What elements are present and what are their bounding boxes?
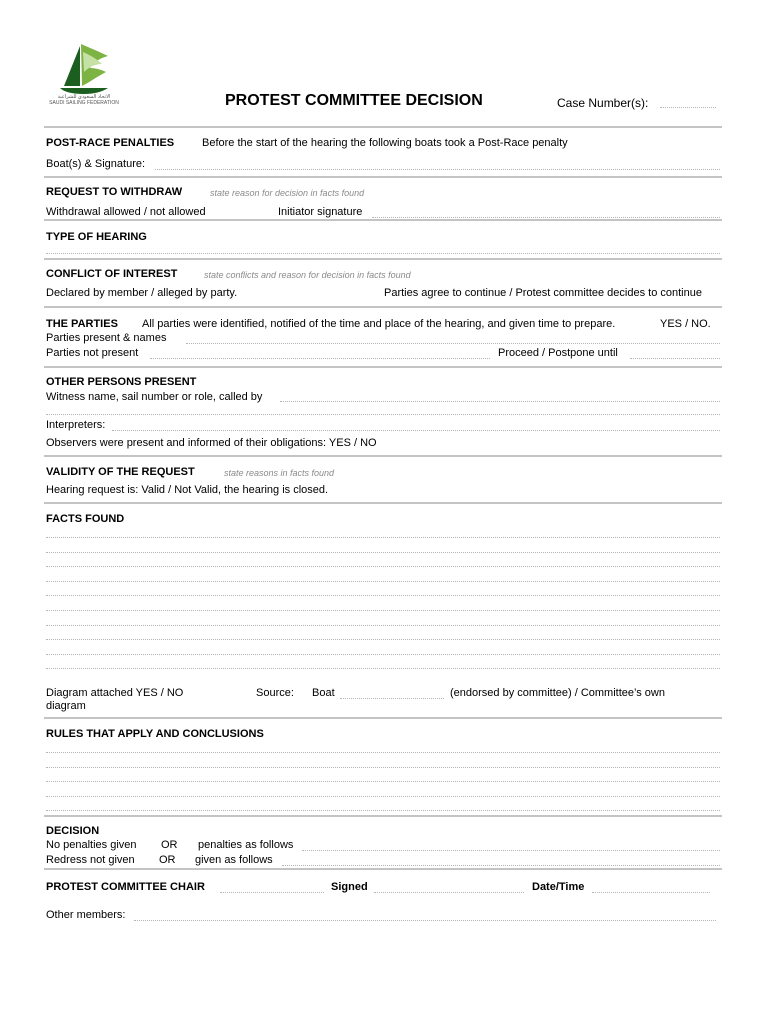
or-label: OR xyxy=(159,854,176,866)
observers-label: Observers were present and informed of their obligations: YES / NO xyxy=(46,437,377,449)
post-race-heading: POST-RACE PENALTIES xyxy=(46,137,175,149)
given-label: given as follows xyxy=(195,854,273,866)
divider xyxy=(44,815,722,817)
divider xyxy=(44,717,722,719)
parties-description: All parties were identified, notified of the time and place of the hearing, and given time to prepare. xyxy=(142,318,616,330)
page-title: PROTEST COMMITTEE DECISION xyxy=(225,92,483,109)
endorsed-label: (endorsed by committee) / Committee’s own xyxy=(450,687,665,699)
writing-line[interactable] xyxy=(46,668,720,669)
signed-field[interactable] xyxy=(374,892,524,893)
divider xyxy=(44,258,722,260)
boat-field[interactable] xyxy=(340,698,444,699)
penalties-label: penalties as follows xyxy=(198,839,294,851)
boats-signature-label: Boat(s) & Signature: xyxy=(46,158,146,170)
interpreters-field[interactable] xyxy=(112,430,720,431)
withdraw-heading: REQUEST TO WITHDRAW xyxy=(46,186,183,198)
other-persons-heading: OTHER PERSONS PRESENT xyxy=(46,376,197,388)
validity-heading: VALIDITY OF THE REQUEST xyxy=(46,466,195,478)
divider xyxy=(44,366,722,368)
boat-label: Boat xyxy=(312,687,335,699)
divider xyxy=(44,219,722,221)
parties-not-present-field[interactable] xyxy=(150,358,490,359)
parties-present-field[interactable] xyxy=(186,343,720,344)
interpreters-label: Interpreters: xyxy=(46,419,106,431)
parties-heading: THE PARTIES xyxy=(46,318,118,330)
divider xyxy=(44,176,722,178)
writing-line[interactable] xyxy=(46,752,720,753)
initiator-signature-field[interactable] xyxy=(372,217,720,218)
redress-label: Redress not given xyxy=(46,854,135,866)
writing-line[interactable] xyxy=(46,625,720,626)
hearing-type-heading: TYPE OF HEARING xyxy=(46,231,147,243)
no-penalties-label: No penalties given xyxy=(46,839,137,851)
datetime-field[interactable] xyxy=(592,892,710,893)
logo-caption: الاتحاد السعودي للشراعية SAUDI SAILING FEDERATION xyxy=(49,94,119,106)
rules-heading: RULES THAT APPLY AND CONCLUSIONS xyxy=(46,728,264,740)
writing-line[interactable] xyxy=(46,537,720,538)
source-label: Source: xyxy=(256,687,294,699)
postpone-until-field[interactable] xyxy=(630,358,720,359)
chair-field[interactable] xyxy=(220,892,324,893)
datetime-label: Date/Time xyxy=(532,881,585,893)
writing-line[interactable] xyxy=(46,639,720,640)
post-race-description: Before the start of the hearing the following boats took a Post-Race penalty xyxy=(202,137,568,149)
writing-line[interactable] xyxy=(46,767,720,768)
facts-heading: FACTS FOUND xyxy=(46,513,125,525)
parties-present-label: Parties present & names xyxy=(46,332,167,344)
divider xyxy=(44,868,722,870)
redress-field[interactable] xyxy=(282,865,720,866)
writing-line[interactable] xyxy=(46,654,720,655)
divider xyxy=(44,306,722,308)
conflict-heading: CONFLICT OF INTEREST xyxy=(46,268,178,280)
boats-signature-field[interactable] xyxy=(155,169,720,170)
decision-heading: DECISION xyxy=(46,825,100,837)
witness-field[interactable] xyxy=(280,401,720,402)
writing-line[interactable] xyxy=(46,796,720,797)
diagram-attached-label: Diagram attached YES / NO xyxy=(46,687,184,699)
parties-not-present-label: Parties not present xyxy=(46,347,139,359)
divider xyxy=(44,455,722,457)
initiator-signature-label: Initiator signature xyxy=(278,206,363,218)
case-number-field[interactable] xyxy=(660,107,716,108)
conflict-note: state conflicts and reason for decision in facts found xyxy=(204,270,411,280)
case-number-label: Case Number(s): xyxy=(557,96,649,110)
validity-text: Hearing request is: Valid / Not Valid, the hearing is closed. xyxy=(46,484,329,496)
diagram-label: diagram xyxy=(46,700,86,712)
writing-line[interactable] xyxy=(46,552,720,553)
penalties-field[interactable] xyxy=(302,850,720,851)
writing-line[interactable] xyxy=(46,566,720,567)
agree-continue-label: Parties agree to continue / Protest committee decides to continue xyxy=(384,287,702,299)
witness-field-2[interactable] xyxy=(46,414,720,415)
writing-line[interactable] xyxy=(46,810,720,811)
writing-line[interactable] xyxy=(46,595,720,596)
proceed-postpone-label: Proceed / Postpone until xyxy=(498,347,618,359)
writing-line[interactable] xyxy=(46,610,720,611)
other-members-field[interactable] xyxy=(134,920,716,921)
other-members-label: Other members: xyxy=(46,909,126,921)
declared-label: Declared by member / alleged by party. xyxy=(46,287,238,299)
parties-yes-no: YES / NO. xyxy=(660,318,711,330)
hearing-type-field[interactable] xyxy=(46,253,720,254)
witness-label: Witness name, sail number or role, called by xyxy=(46,391,263,403)
chair-label: PROTEST COMMITTEE CHAIR xyxy=(46,881,205,893)
divider xyxy=(44,502,722,504)
validity-note: state reasons in facts found xyxy=(224,468,335,478)
signed-label: Signed xyxy=(331,881,368,893)
or-label: OR xyxy=(161,839,178,851)
withdraw-note: state reason for decision in facts found xyxy=(210,188,365,198)
writing-line[interactable] xyxy=(46,781,720,782)
divider xyxy=(44,126,722,128)
writing-line[interactable] xyxy=(46,581,720,582)
withdrawal-allowed-label: Withdrawal allowed / not allowed xyxy=(46,206,206,218)
